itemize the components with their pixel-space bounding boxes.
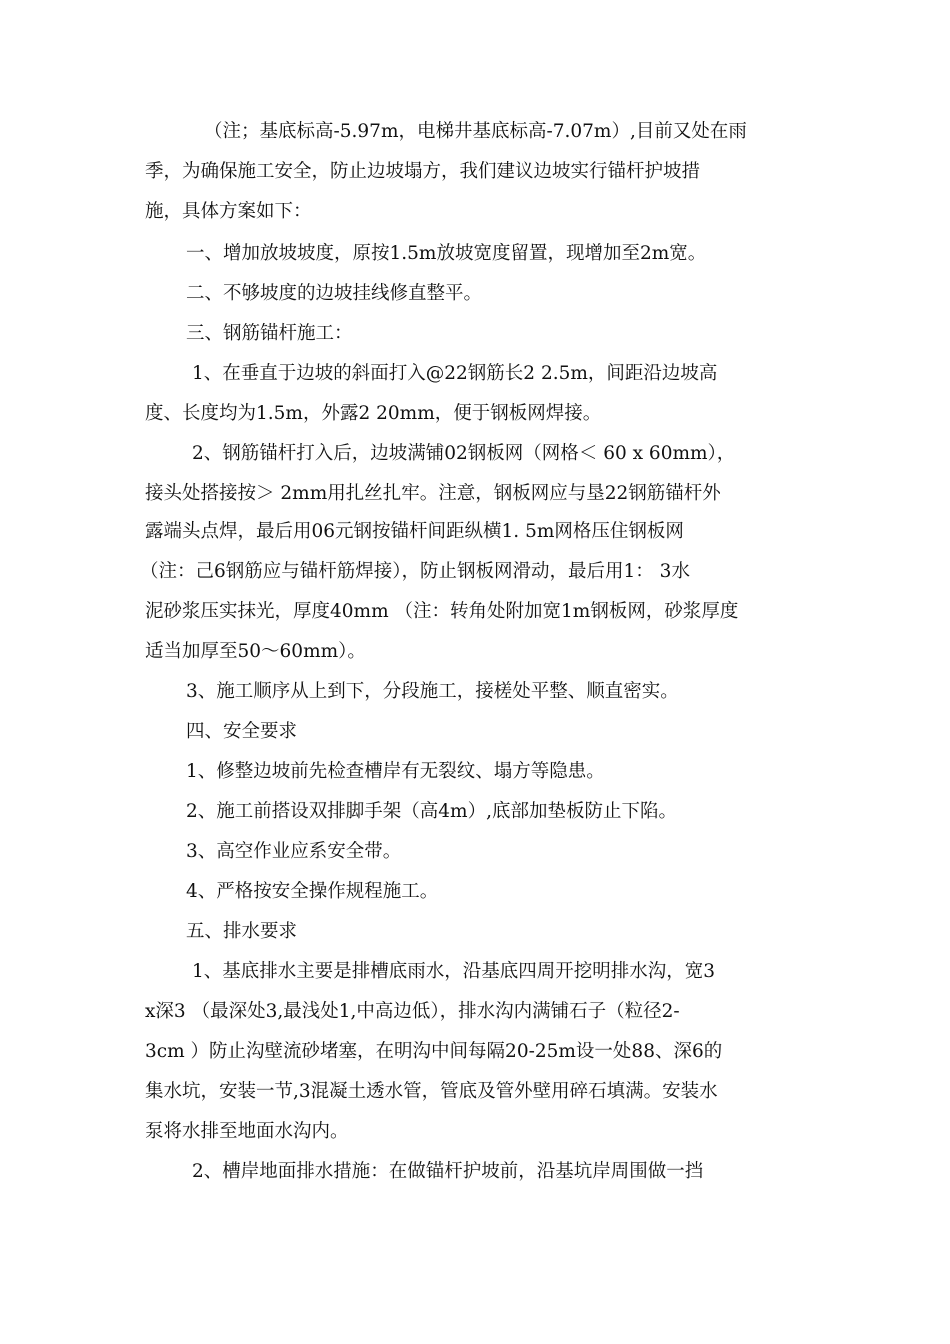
text-line: 季，为确保施工安全，防止边坡塌方，我们建议边坡实行锚杆护坡措 <box>145 161 701 182</box>
section-heading: 二、不够坡度的边坡挂线修直整平。 <box>186 283 483 304</box>
text-line: 泥砂浆压实抹光，厚度40mm （注：转角处附加宽1m钢板网，砂浆厚度 <box>145 601 739 622</box>
section-heading: 一、增加放坡坡度，原按1.5m放坡宽度留置，现增加至2m宽。 <box>186 243 707 264</box>
text-line: 3、施工顺序从上到下，分段施工，接槎处平整、顺直密实。 <box>186 681 679 702</box>
section-heading: 四、安全要求 <box>186 721 298 742</box>
text-line: 2、钢筋锚杆打入后，边坡满铺02钢板网（网格＜ 60 x 60mm）， <box>192 443 736 464</box>
text-line: 接头处搭接按＞ 2mm用扎丝扎牢。注意，钢板网应与垦22钢筋锚杆外 <box>145 483 721 504</box>
text-line: 适当加厚至50〜60mm）。 <box>145 641 366 662</box>
section-heading: 三、钢筋锚杆施工： <box>186 323 353 344</box>
text-line: 施，具体方案如下： <box>145 201 312 222</box>
text-line: 3cm ）防止沟壁流砂堵塞，在明沟中间每隔20-25m设一处88、深6的 <box>145 1041 723 1062</box>
text-line: 露端头点焊，最后用06元钢按锚杆间距纵横1. 5m网格压住钢板网 <box>145 521 684 542</box>
text-line: 度、长度均为1.5m，外露2 20mm，便于钢板网焊接。 <box>145 403 602 424</box>
text-line: 3、高空作业应系安全带。 <box>186 841 402 862</box>
text-line: x深3 （最深处3,最浅处1,中高边低），排水沟内满铺石子（粒径2- <box>145 1001 680 1022</box>
section-heading: 五、排水要求 <box>186 921 298 942</box>
text-line: 1、基底排水主要是排槽底雨水，沿基底四周开挖明排水沟，宽3 <box>192 961 716 982</box>
text-line: 4、严格按安全操作规程施工。 <box>186 881 439 902</box>
text-line: 2、槽岸地面排水措施：在做锚杆护坡前，沿基坑岸周围做一挡 <box>192 1161 704 1182</box>
text-line: 1、修整边坡前先检查槽岸有无裂纹、塌方等隐患。 <box>186 761 605 782</box>
text-line: 泵将水排至地面水沟内。 <box>145 1121 349 1142</box>
text-line: 集水坑，安装一节,3混凝土透水管，管底及管外壁用碎石填满。安装水 <box>145 1081 718 1102</box>
text-line: （注：己6钢筋应与锚杆筋焊接），防止钢板网滑动，最后用1： 3水 <box>140 561 690 582</box>
text-line: （注；基底标高-5.97m，电梯井基底标高-7.07m）,目前又处在雨 <box>204 121 747 142</box>
text-line: 1、在垂直于边坡的斜面打入@22钢筋长2 2.5m，间距沿边坡高 <box>192 363 718 384</box>
text-line: 2、施工前搭设双排脚手架（高4m）,底部加垫板防止下陷。 <box>186 801 677 822</box>
